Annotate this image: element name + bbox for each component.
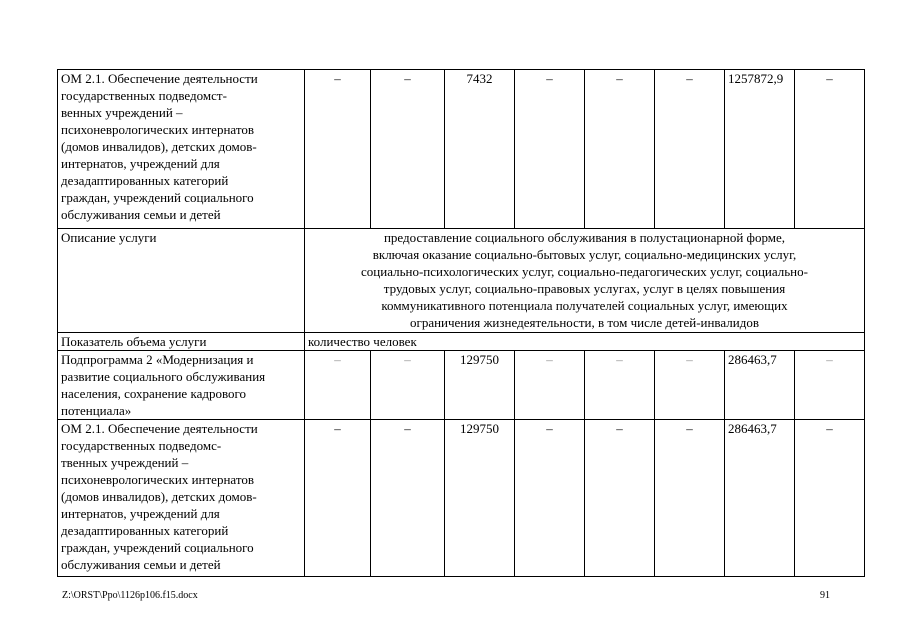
table-cell: –	[515, 351, 585, 420]
table-cell: 129750	[445, 420, 515, 577]
table-row	[58, 70, 865, 229]
table-cell: –	[515, 70, 585, 229]
table-cell: –	[371, 420, 445, 577]
table-cell: –	[585, 70, 655, 229]
table-cell: –	[371, 351, 445, 420]
table-row-volume-indicator	[58, 333, 865, 351]
volume-indicator-label: Показатель объема услуги	[58, 333, 305, 351]
table-row-service-description	[58, 229, 865, 333]
table-cell: 129750	[445, 351, 515, 420]
table-cell: –	[585, 351, 655, 420]
table-cell: –	[655, 420, 725, 577]
service-description-label: Описание услуги	[58, 229, 305, 333]
table-cell: –	[795, 351, 865, 420]
table-cell: 7432	[445, 70, 515, 229]
table-cell: 286463,7	[725, 420, 795, 577]
row-label: Подпрограмма 2 «Модернизация и развитие социального обслуживания населения, сохранение кадрового потенциала»	[58, 351, 305, 420]
page-number: 91	[820, 590, 830, 601]
table-cell: –	[795, 70, 865, 229]
table-cell: –	[585, 420, 655, 577]
table-cell: –	[655, 70, 725, 229]
table-cell: 286463,7	[725, 351, 795, 420]
table-cell: –	[371, 70, 445, 229]
service-description-text: предоставление социального обслуживания в полустационарной форме, включая оказание социально-бытовых услуг, социально-медицинских услуг, социально-психологических услуг, социально-педагогических услуг, социально- трудовых услуг, социально-правовых услугах, услуг в целях повышения коммуникативного потенциала получателей социальных услуг, имеющих ограничения жизнедеятельности, в том числе детей-инвалидов	[305, 229, 865, 333]
table-row	[58, 351, 865, 420]
table-cell: –	[795, 420, 865, 577]
footer-file-path: Z:\ORST\Ppo\1126p106.f15.docx	[62, 590, 198, 601]
table-cell: –	[305, 70, 371, 229]
table-cell: –	[305, 420, 371, 577]
row-label: ОМ 2.1. Обеспечение деятельности государственных подведомс- твенных учреждений – психоневрологических интернатов (домов инвалидов), детских домов- интернатов, учреждений для дезадаптированных категорий граждан, учреждений социального обслуживания семьи и детей	[58, 420, 305, 577]
table-cell: –	[305, 351, 371, 420]
table-cell: –	[515, 420, 585, 577]
row-label: ОМ 2.1. Обеспечение деятельности государственных подведомст- венных учреждений – психоневрологических интернатов (домов инвалидов), детских домов- интернатов, учреждений для дезадаптированных категорий граждан, учреждений социального обслуживания семьи и детей	[58, 70, 305, 229]
budget-table	[57, 69, 865, 577]
volume-indicator-value: количество человек	[305, 333, 865, 351]
table-row	[58, 420, 865, 577]
table-cell: 1257872,9	[725, 70, 795, 229]
table-cell: –	[655, 351, 725, 420]
